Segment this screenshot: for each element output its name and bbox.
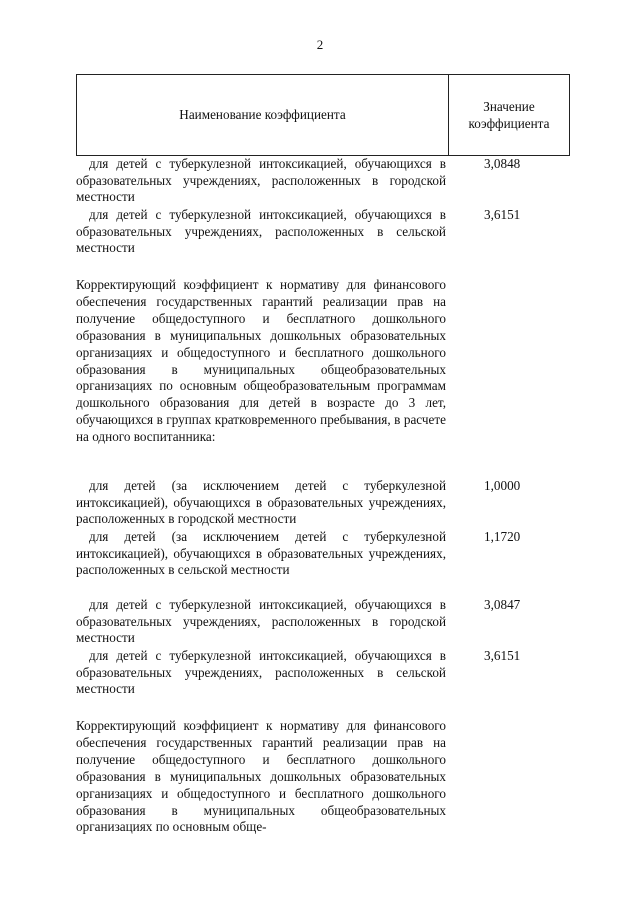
row-description: для детей с туберкулезной интоксикацией, обучающихся в образовательных учреждениях, расположенных в сельской местности xyxy=(76,207,446,256)
header-value-line1: Значение xyxy=(483,99,535,114)
row-value: 3,0847 xyxy=(484,597,521,612)
paragraph-text: Корректирующий коэффициент к нормативу для финансового обеспечения государственных гарантий реализации прав на получение общедоступного и бесплатного дошкольного образования в муниципальных дошкольных образовательных организациях и общедоступного и бесплатного дошкольного образования в муниципальных общеобразовательных организациях по основным обще- xyxy=(76,718,446,835)
row-description: для детей (за исключением детей с туберкулезной интоксикацией), обучающихся в образовательных учреждениях, расположенных в сельской местности xyxy=(76,529,446,578)
header-value-line2: коэффициента xyxy=(468,116,550,131)
row-description: для детей с туберкулезной интоксикацией, обучающихся в образовательных учреждениях, расположенных в городской местности xyxy=(76,156,446,205)
row-value: 1,1720 xyxy=(484,529,521,544)
header-name-column: Наименование коэффициента xyxy=(179,107,346,122)
table-header xyxy=(76,74,570,156)
row-description: для детей с туберкулезной интоксикацией, обучающихся в образовательных учреждениях, расположенных в городской местности xyxy=(76,597,446,646)
header-value-column xyxy=(449,75,569,155)
row-value: 3,6151 xyxy=(484,207,521,222)
row-description: для детей (за исключением детей с туберкулезной интоксикацией), обучающихся в образовательных учреждениях, расположенных в городской местности xyxy=(76,478,446,527)
row-description: для детей с туберкулезной интоксикацией, обучающихся в образовательных учреждениях, расположенных в сельской местности xyxy=(76,648,446,697)
row-value: 3,6151 xyxy=(484,648,521,663)
row-value: 1,0000 xyxy=(484,478,521,493)
row-value: 3,0848 xyxy=(484,156,521,171)
coefficient-table xyxy=(76,74,570,835)
paragraph-text: Корректирующий коэффициент к нормативу для финансового обеспечения государственных гарантий реализации прав на получение общедоступного и бесплатного дошкольного образования в муниципальных дошкольных образовательных организациях и общедоступного и бесплатного дошкольного образования в муниципальных общеобразовательных организациях по основным общеобразовательным программам дошкольного образования для детей в возрасте до 3 лет, обучающихся в группах кратковременного пребывания, в расчете на одного воспитанника: xyxy=(76,277,446,445)
page-number: 2 xyxy=(316,37,324,52)
